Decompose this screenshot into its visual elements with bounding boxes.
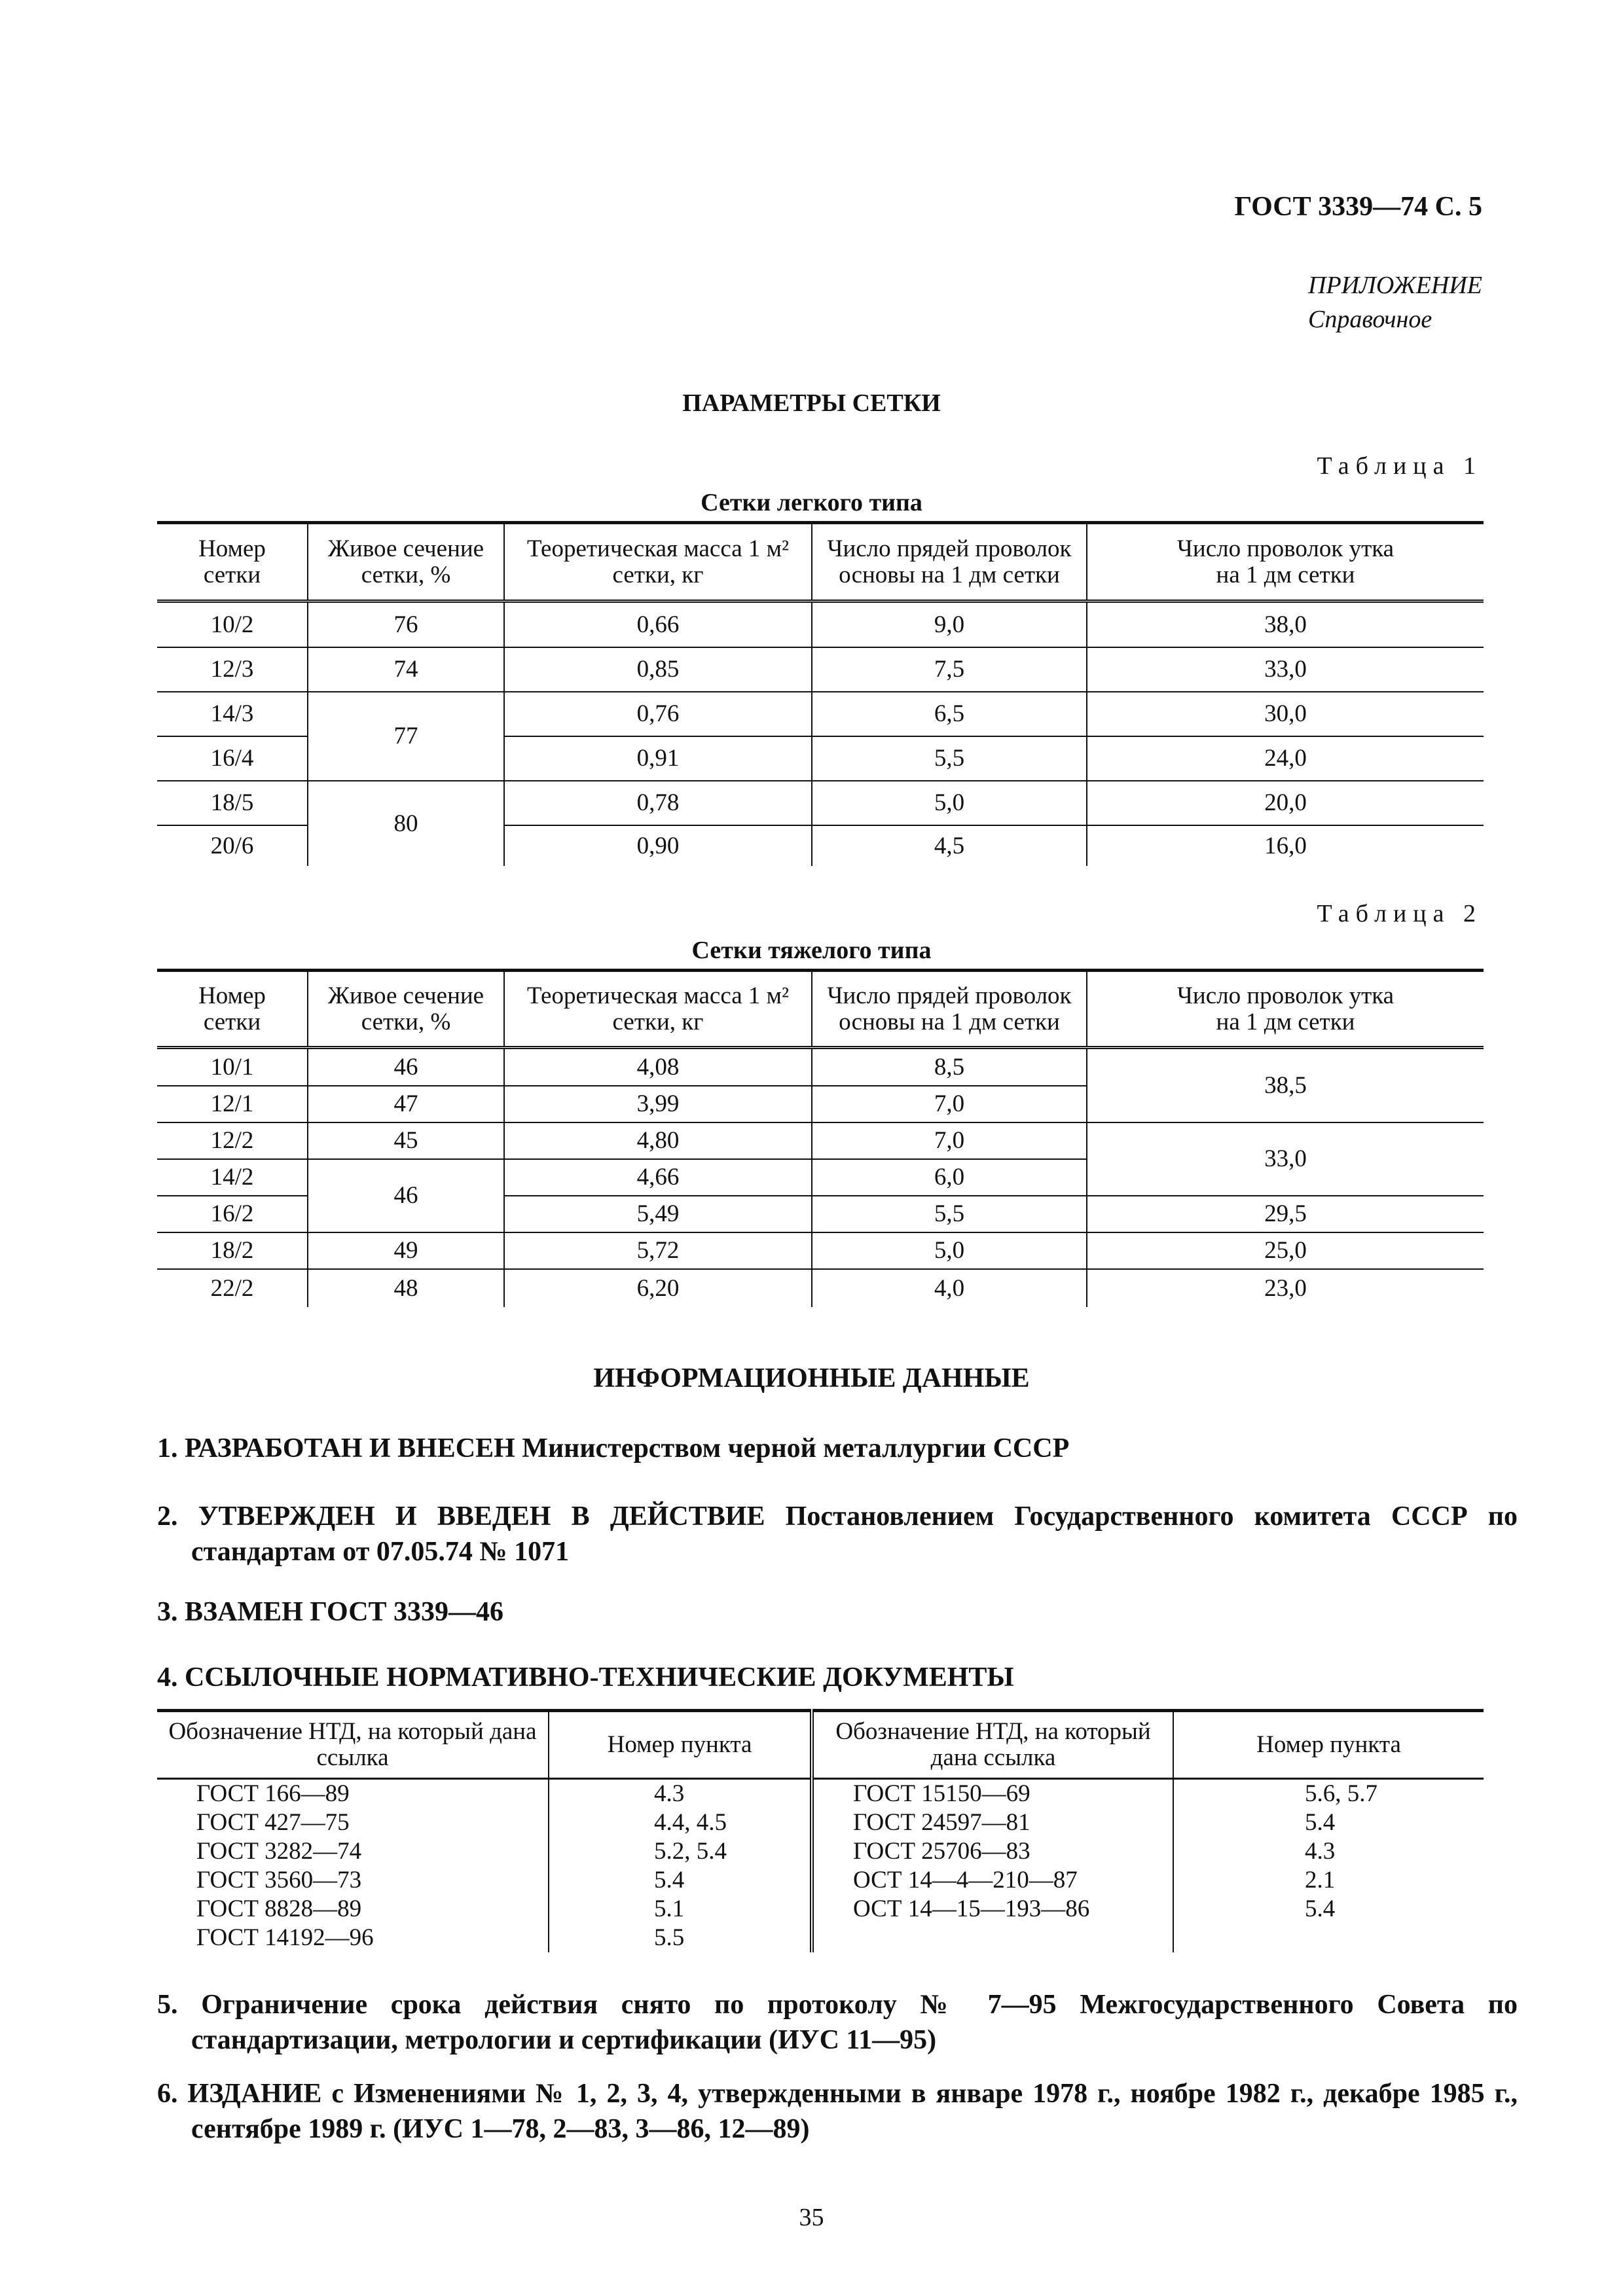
table-cell: 0,66	[504, 601, 812, 647]
table-cell: 16/4	[157, 736, 308, 781]
table-cell: 7,0	[812, 1122, 1087, 1159]
list-item: ГОСТ 166—89	[196, 1780, 350, 1807]
info-item-2: 2. УТВЕРЖДЕН И ВВЕДЕН В ДЕЙСТВИЕ Постановлением Государственного комитета СССР по стандартам от 07.05.74 № 1071	[157, 1501, 1518, 1567]
refs-header-cell: Номер пункта	[549, 1711, 812, 1779]
table-cell-merged: 80	[308, 781, 504, 866]
refs-left-docs	[157, 1779, 549, 1953]
table1-label: Таблица 1	[1317, 452, 1482, 480]
table-cell: 12/2	[157, 1122, 308, 1159]
table-cell: 76	[308, 601, 504, 647]
table1	[157, 521, 1484, 866]
table-cell: 12/1	[157, 1086, 308, 1122]
list-item: 5.2, 5.4	[654, 1838, 727, 1865]
table2-header-cell: Число прядей проволок основы на 1 дм сетки	[812, 971, 1087, 1048]
table1-header-cell: Номер сетки	[157, 523, 308, 601]
table-cell: 7,0	[812, 1086, 1087, 1122]
table2-label: Таблица 2	[1317, 900, 1482, 927]
table1-header-cell: Живое сечение сетки, %	[308, 523, 504, 601]
list-item: 2.1	[1305, 1867, 1336, 1893]
list-item: 5.1	[654, 1895, 685, 1922]
refs-left-points	[549, 1779, 812, 1953]
table1-header-cell: Число проволок утка на 1 дм сетки	[1087, 523, 1484, 601]
refs-header-cell: Обозначение НТД, на который дана ссылка	[812, 1711, 1173, 1779]
document-code: ГОСТ 3339—74 С. 5	[1234, 192, 1482, 222]
appendix-block	[1308, 268, 1482, 336]
table-cell: 4,08	[504, 1048, 812, 1086]
table-cell: 0,78	[504, 781, 812, 825]
table-cell: 7,5	[812, 647, 1087, 692]
refs-right-docs	[812, 1779, 1173, 1953]
table-cell-merged: 33,0	[1087, 1122, 1484, 1196]
table-cell: 5,0	[812, 1232, 1087, 1269]
list-item: ГОСТ 8828—89	[196, 1895, 362, 1922]
table-cell: 49	[308, 1232, 504, 1269]
table-cell: 6,20	[504, 1269, 812, 1307]
table1-header-cell: Число прядей проволок основы на 1 дм сетки	[812, 523, 1087, 601]
info-section-title: ИНФОРМАЦИОННЫЕ ДАННЫЕ	[593, 1363, 1030, 1393]
table-cell: 22/2	[210, 1274, 254, 1302]
table-cell: 29,5	[1087, 1196, 1484, 1232]
table-cell: 4,5	[812, 825, 1087, 866]
table-cell: 0,85	[504, 647, 812, 692]
table2	[157, 969, 1484, 1307]
list-item: ГОСТ 3560—73	[196, 1867, 362, 1893]
table-cell: 4,0	[812, 1269, 1087, 1307]
list-item: 5.4	[654, 1867, 685, 1893]
info-item-5: 5. Ограничение срока действия снято по протоколу № 7—95 Межгосударственного Совета по стандартизации, метрологии и сертификации (ИУС 11—95)	[157, 1990, 1518, 2055]
table-cell: 5,5	[812, 736, 1087, 781]
list-item: ГОСТ 15150—69	[853, 1780, 1030, 1807]
table-cell: 0,91	[504, 736, 812, 781]
table-cell: 5,0	[812, 781, 1087, 825]
references-table	[157, 1709, 1484, 1952]
table-cell: 5,5	[812, 1196, 1087, 1232]
table-cell: 24,0	[1087, 736, 1484, 781]
appendix-label: ПРИЛОЖЕНИЕ	[1308, 272, 1482, 299]
list-item: ГОСТ 24597—81	[853, 1809, 1030, 1836]
table2-caption: Сетки тяжелого типа	[691, 937, 932, 964]
table-row	[157, 1122, 1484, 1159]
table-cell: 74	[308, 647, 504, 692]
table-cell: 20/6	[210, 832, 254, 859]
table2-header-cell: Теоретическая масса 1 м² сетки, кг	[504, 971, 812, 1048]
table-cell: 8,5	[812, 1048, 1087, 1086]
table1-caption: Сетки легкого типа	[701, 489, 922, 516]
table-cell-merged: 38,5	[1087, 1048, 1484, 1122]
table-cell: 0,76	[504, 692, 812, 736]
table-cell: 4,66	[504, 1159, 812, 1196]
list-item: ГОСТ 3282—74	[196, 1838, 362, 1865]
table-cell: 30,0	[1087, 692, 1484, 736]
table-cell: 23,0	[1087, 1269, 1484, 1307]
table-cell: 5,49	[504, 1196, 812, 1232]
table-row	[157, 1269, 1484, 1307]
table-cell: 46	[308, 1048, 504, 1086]
list-item: ГОСТ 14192—96	[196, 1924, 374, 1951]
table-row	[157, 1048, 1484, 1086]
refs-right-points	[1173, 1779, 1484, 1953]
table-cell: 48	[308, 1269, 504, 1307]
refs-header-cell: Номер пункта	[1173, 1711, 1484, 1779]
info-item-6: 6. ИЗДАНИЕ с Изменениями № 1, 2, 3, 4, утвержденными в январе 1978 г., ноябре 1982 г., декабре 1985 г., сентябре 1989 г. (ИУС 1—78, 2—83, 3—86, 12—89)	[157, 2079, 1518, 2144]
table-cell: 4,80	[504, 1122, 812, 1159]
table1-header-cell: Теоретическая масса 1 м² сетки, кг	[504, 523, 812, 601]
page-title: ПАРАМЕТРЫ СЕТКИ	[682, 389, 941, 417]
table-cell: 5,72	[504, 1232, 812, 1269]
appendix-type: Справочное	[1308, 306, 1432, 333]
table2-header-cell: Число проволок утка на 1 дм сетки	[1087, 971, 1484, 1048]
table-cell-merged: 46	[308, 1159, 504, 1232]
list-item: ГОСТ 427—75	[196, 1809, 350, 1836]
refs-header-cell: Обозначение НТД, на который дана ссылка	[157, 1711, 549, 1779]
table-cell: 6,0	[812, 1159, 1087, 1196]
table-cell: 6,5	[812, 692, 1087, 736]
table-row	[157, 781, 1484, 825]
table-cell-merged: 77	[308, 692, 504, 781]
table-row	[157, 601, 1484, 647]
list-item: 4.3	[1305, 1838, 1336, 1865]
page-number: 35	[799, 2204, 824, 2231]
info-item-3: 3. ВЗАМЕН ГОСТ 3339—46	[157, 1597, 504, 1627]
table-cell: 33,0	[1087, 647, 1484, 692]
table-cell: 12/3	[157, 647, 308, 692]
table-cell: 3,99	[504, 1086, 812, 1122]
table-cell: 18/5	[157, 781, 308, 825]
info-item-4: 4. ССЫЛОЧНЫЕ НОРМАТИВНО-ТЕХНИЧЕСКИЕ ДОКУМЕНТЫ	[157, 1662, 1014, 1693]
list-item: 5.5	[654, 1924, 685, 1951]
table-cell: 38,0	[1087, 601, 1484, 647]
list-item: ГОСТ 25706—83	[853, 1838, 1030, 1865]
list-item: 5.6, 5.7	[1305, 1780, 1377, 1807]
list-item: 4.4, 4.5	[654, 1809, 727, 1836]
list-item: 5.4	[1305, 1895, 1336, 1922]
table-cell: 20,0	[1087, 781, 1484, 825]
table-row	[157, 1232, 1484, 1269]
table2-header-cell: Номер сетки	[157, 971, 308, 1048]
list-item: 4.3	[654, 1780, 685, 1807]
table-row	[157, 647, 1484, 692]
info-item-1: 1. РАЗРАБОТАН И ВНЕСЕН Министерством черной металлургии СССР	[157, 1433, 1070, 1463]
table-cell: 47	[308, 1086, 504, 1122]
table-cell: 14/2	[157, 1159, 308, 1196]
list-item: ОСТ 14—15—193—86	[853, 1895, 1090, 1922]
table-cell: 25,0	[1087, 1232, 1484, 1269]
table-cell: 16/2	[157, 1196, 308, 1232]
table-cell: 14/3	[157, 692, 308, 736]
table-cell: 18/2	[157, 1232, 308, 1269]
table-cell: 45	[308, 1122, 504, 1159]
table-cell: 16,0	[1087, 825, 1484, 866]
table-row	[157, 692, 1484, 736]
table2-header-cell: Живое сечение сетки, %	[308, 971, 504, 1048]
table-cell: 10/1	[157, 1048, 308, 1086]
table-cell: 10/2	[157, 601, 308, 647]
list-item: 5.4	[1305, 1809, 1336, 1836]
list-item: ОСТ 14—4—210—87	[853, 1867, 1078, 1893]
table-cell: 9,0	[812, 601, 1087, 647]
table-cell: 0,90	[504, 825, 812, 866]
